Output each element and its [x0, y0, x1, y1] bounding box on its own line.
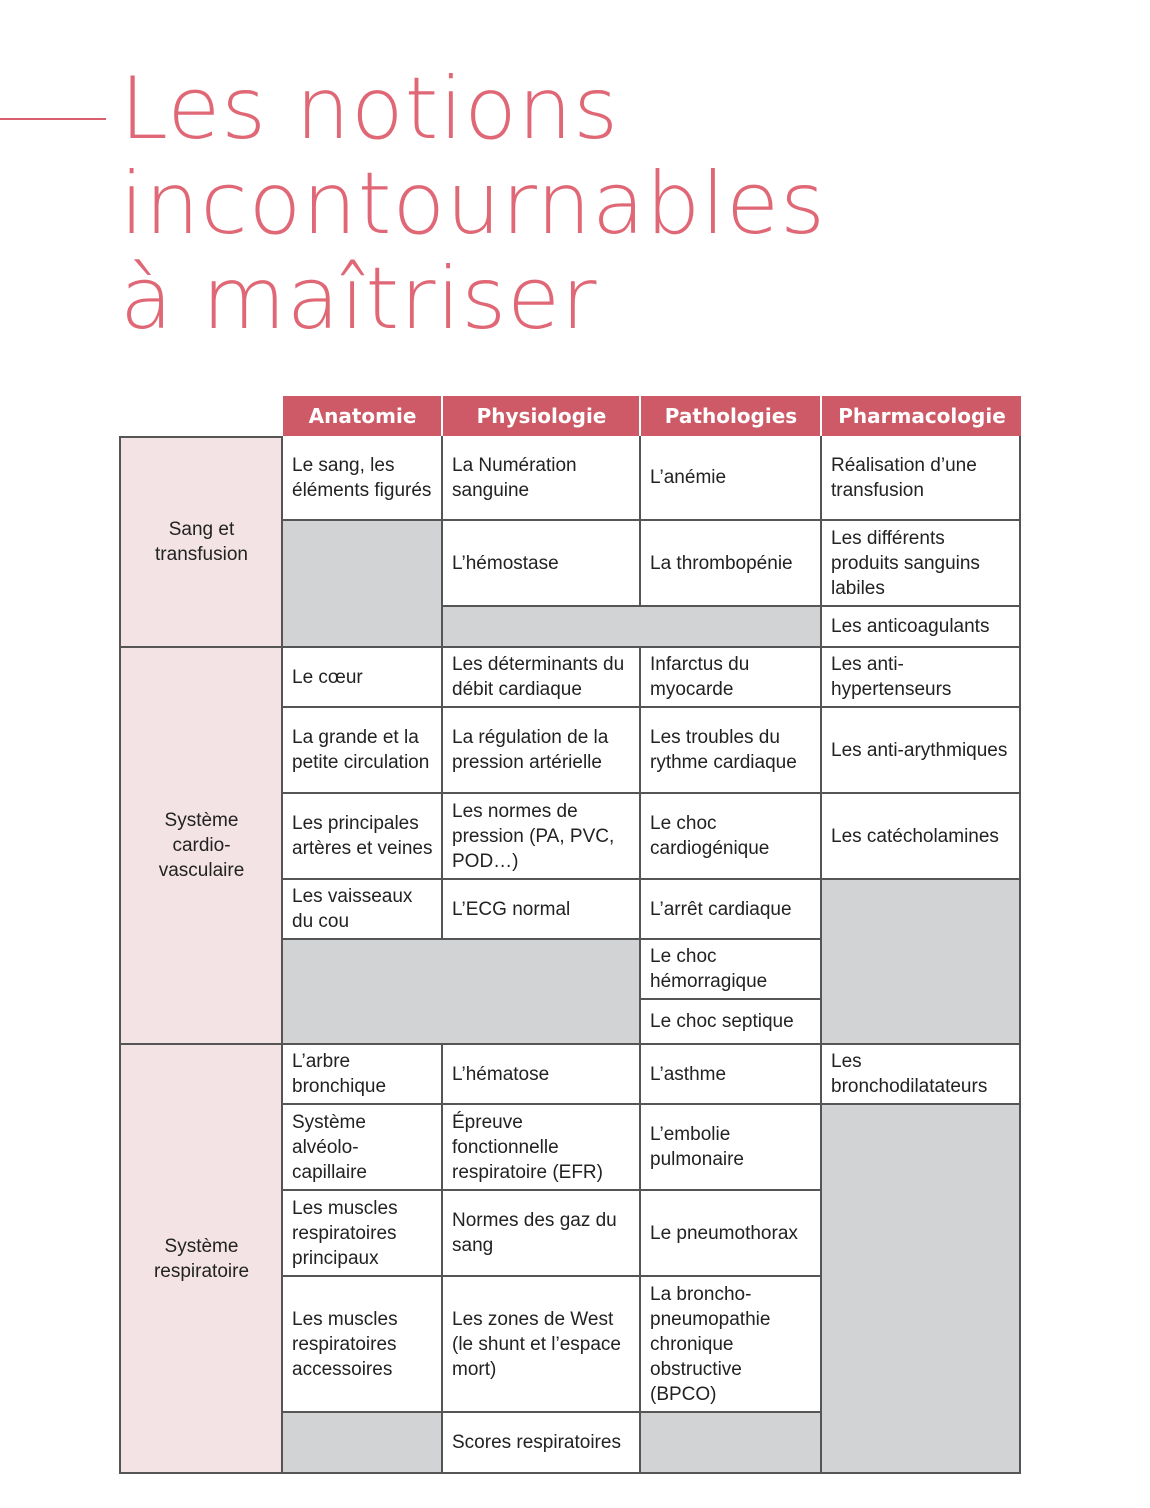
- table-cell: Les bronchodilatateurs: [822, 1045, 1021, 1105]
- table-cell: L’hémostase: [443, 521, 641, 607]
- table-cell: Les déterminants du débit cardiaque: [443, 648, 641, 708]
- system-cardio-vasculaire: [119, 648, 283, 1045]
- empty-cell: [443, 607, 822, 648]
- table-cell: L’asthme: [641, 1045, 822, 1105]
- header-anatomie: Anatomie: [283, 396, 443, 436]
- table-cell: La broncho-pneumopathie chronique obstructive (BPCO): [641, 1277, 822, 1413]
- header-pharmacologie: Pharmacologie: [822, 396, 1021, 436]
- system-label: Système cardio-vasculaire: [158, 810, 245, 881]
- table-cell: L’arrêt cardiaque: [641, 880, 822, 940]
- table-cell: Le choc cardiogénique: [641, 794, 822, 880]
- page-title: [120, 59, 826, 349]
- table-cell: La grande et la petite circulation: [283, 708, 443, 794]
- system-sang-transfusion: Sang et transfusion: [119, 436, 283, 648]
- table-cell: L’embolie pulmonaire: [641, 1105, 822, 1191]
- title-line-1: Les notions: [120, 59, 620, 159]
- table-cell: Les anti-arythmiques: [822, 708, 1021, 794]
- table-cell: La Numération sanguine: [443, 436, 641, 521]
- system-respiratoire: [119, 1045, 283, 1474]
- table-cell: Les troubles du rythme cardiaque: [641, 708, 822, 794]
- table-cell: La thrombopénie: [641, 521, 822, 607]
- table-cell: Les normes de pression (PA, PVC, POD…): [443, 794, 641, 880]
- table-cell: Réalisation d’une transfusion: [822, 436, 1021, 521]
- table-cell: Les vaisseaux du cou: [283, 880, 443, 940]
- table-cell: Les anticoagulants: [822, 607, 1021, 648]
- system-label: Système respiratoire: [153, 1235, 250, 1282]
- empty-cell: [283, 1413, 443, 1474]
- title-rule: [0, 118, 106, 120]
- table-cell: Les différents produits sanguins labiles: [822, 521, 1021, 607]
- table-cell: Le cœur: [283, 648, 443, 708]
- table-cell: Les catécholamines: [822, 794, 1021, 880]
- table-cell: L’hématose: [443, 1045, 641, 1105]
- table-cell: L’ECG normal: [443, 880, 641, 940]
- table-cell: Infarctus du myocarde: [641, 648, 822, 708]
- table-cell: Les muscles respiratoires accessoires: [283, 1277, 443, 1413]
- table-cell: Le choc hémorragique: [641, 940, 822, 1000]
- table-cell: Le pneumothorax: [641, 1191, 822, 1277]
- table-cell: L’arbre bronchique: [283, 1045, 443, 1105]
- table-cell: Normes des gaz du sang: [443, 1191, 641, 1277]
- table-cell: Le choc septique: [641, 1000, 822, 1045]
- table-cell: Les muscles respiratoires principaux: [283, 1191, 443, 1277]
- table-cell: Le sang, les éléments figurés: [283, 436, 443, 521]
- empty-cell: [283, 521, 443, 648]
- title-line-3: à maîtriser: [120, 249, 598, 349]
- table-cell: Épreuve fonctionnelle respiratoire (EFR): [443, 1105, 641, 1191]
- table-cell: Système alvéolo-capillaire: [283, 1105, 443, 1191]
- table-cell: Les zones de West (le shunt et l’espace mort): [443, 1277, 641, 1413]
- empty-cell: [283, 940, 641, 1045]
- empty-cell: [822, 1105, 1021, 1474]
- table-cell: Scores respiratoires: [443, 1413, 641, 1474]
- table-cell: Les principales artères et veines: [283, 794, 443, 880]
- notions-table: [119, 396, 1021, 1477]
- empty-cell: [822, 880, 1021, 1045]
- header-physiologie: Physiologie: [443, 396, 641, 436]
- empty-cell: [641, 1413, 822, 1474]
- table-cell: Les anti-hypertenseurs: [822, 648, 1021, 708]
- title-line-2: incontournables: [120, 154, 826, 254]
- header-pathologies: Pathologies: [641, 396, 822, 436]
- table-cell: L’anémie: [641, 436, 822, 521]
- table-cell: La régulation de la pression artérielle: [443, 708, 641, 794]
